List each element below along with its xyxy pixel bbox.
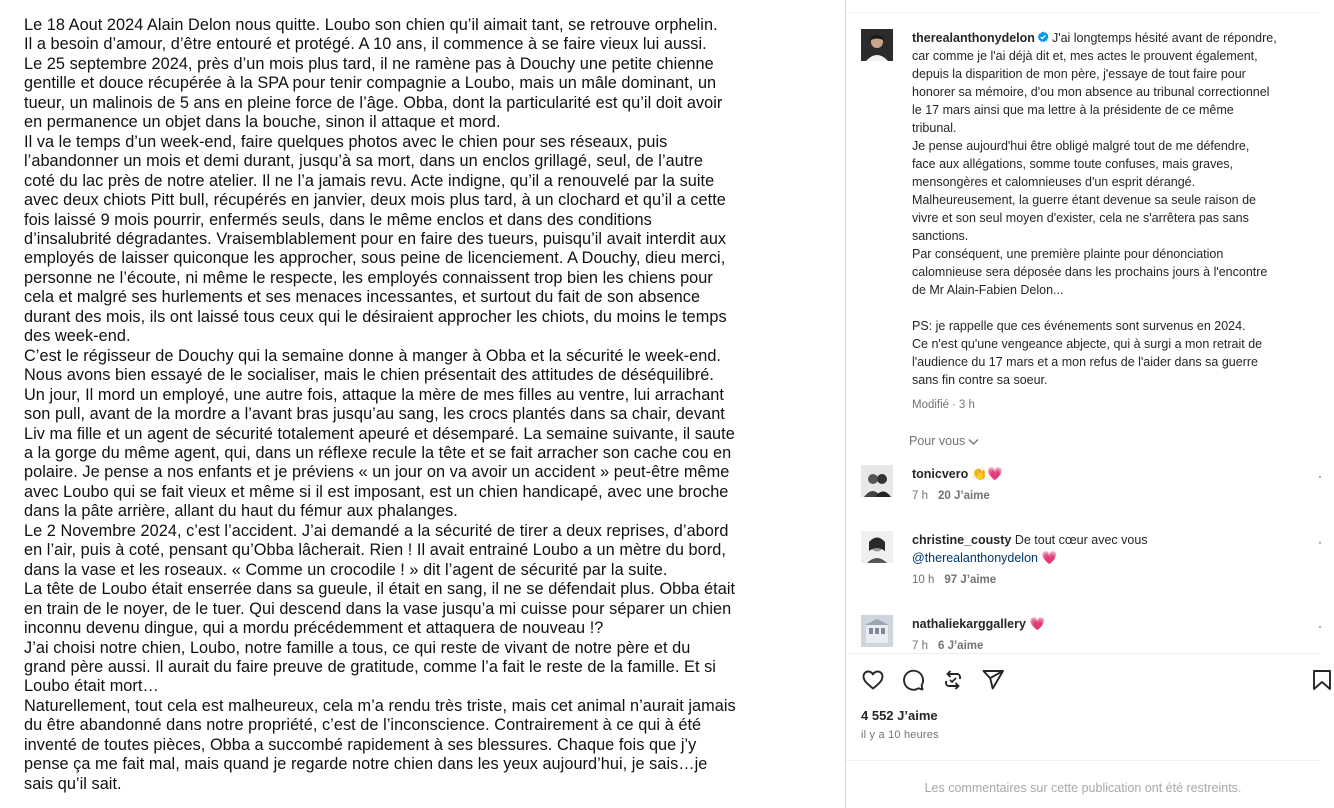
post-text-line: inventé de toutes pièces, Obba a succombé rapidement à ses blessures. Chaque fois que j’y [24,735,697,754]
post-paragraph [24,580,824,638]
repost-icon[interactable] [941,668,965,692]
divider [846,12,1320,13]
post-text-line: personne ne l’écoute, ni même le respecte, les employés connaissent trop bien les chiens pour [24,268,713,287]
comment-text: 👏💗 [971,467,1003,481]
post-text-line: avec deux chiots Pitt bull, récupérés en janvier, deux mois plus tard, à un clochard et qu’il a cette [24,191,726,210]
caption-line [912,299,1317,317]
post-text-line: Le 2 Novembre 2024, c’est l’accident. J’ai demandé a la sécurité de tirer a deux reprises, d’abord [24,521,729,540]
post-text-line: inconnu devenu dingue, qui a mordu précédemment et attaquera de nouveau !? [24,619,604,638]
caption-username[interactable]: therealanthonydelon [912,31,1035,45]
comment-text: De tout cœur avec vous [1014,533,1148,547]
comments-scroll-area[interactable] [846,600,1320,653]
post-text-line: grand père aussi. Il aurait du faire preuve de gratitude, comme l’a fait le reste de la famille. Et si [24,657,716,676]
comment-time[interactable]: 7 h [912,640,928,652]
caption-line: car comme je l'ai déjà dit et, mes actes le prouvent également, [912,49,1258,63]
comments-restricted-notice: Les commentaires sur cette publication ont été restreints. [924,781,1242,795]
caption-line: PS: je rappelle que ces événements sont survenus en 2024. [912,319,1246,333]
post-text-line: avec Loubo qui se fait vieux et même si il est imposant, est un chien handicapé, avec une broche [24,482,729,501]
post-text-line: sais qu’il sait. [24,774,122,793]
post-text-line: durant des mois, ils ont laissé tous ceux qui le désiraient approcher les chiots, du moins le temps [24,307,727,326]
post-paragraph [24,697,824,794]
post-text-line: Un jour, Il mord un employé, une autre fois, attaque la mère de mes filles au ventre, lui arrachant [24,385,724,404]
post-text-line: en l’air, puis à coté, pensant qu’Obba lâcherait. Rien ! Il avait entrainé Loubo a un mètre du bord, [24,541,726,560]
post-text-line: des week-end. [24,327,131,346]
caption-line: de Mr Alain-Fabien Delon... [912,283,1064,297]
comment-item [861,531,1322,591]
post-text-line: dans la vase et les roseaux. « Comme un crocodile ! » dit l’agent de sécurité par la suite. [24,560,668,579]
post-caption [912,29,1317,414]
chevron-down-icon [968,438,979,446]
post-text-line: du être abandonné dans notre propriété, c’est de l’inconscience. Contrairement à ce qui à été [24,716,702,735]
post-text-line: l’abandonner un mois et demi durant, jusqu’à sa mort, dans un enclos grillagé, seul, de l’autre [24,152,704,171]
post-text-line: Le 18 Aout 2024 Alain Delon nous quitte. Loubo son chien qu’il aimait tant, se retrouve orphelin. [24,16,718,34]
post-text-line: Loubo était mort… [24,677,159,696]
post-text [24,16,824,794]
meta-separator: · [952,399,956,411]
commenter-avatar[interactable] [861,465,893,497]
comment-item [861,615,1322,655]
caption-line: vivre et son seul moyen d'exister, cela ne s'arrêtera pas sans [912,211,1249,225]
edited-time[interactable]: 3 h [958,399,975,411]
comment-time[interactable]: 10 h [912,574,935,586]
post-text-line: Le 25 septembre 2024, près d’un mois plus tard, il ne ramène pas à Douchy une petite chienne [24,54,714,73]
post-text-line: polaire. Je pense a nos enfants et je préviens « un jour on va avoir un accident » peut-être même [24,463,730,482]
post-paragraph [24,347,824,522]
comment-body [912,465,1312,505]
post-time[interactable]: il y a 10 heures [861,729,939,741]
edited-label: Modifié [912,399,950,411]
caption-line: Ce n'est qu'une vengeance abjecte, qui à surgi a mon retrait de [912,337,1263,351]
more-options-icon[interactable]: · [1318,469,1322,483]
post-text-line: tueur, un malinois de 5 ans en pleine force de l’âge. Obba, dont la particularité est qu’il doit avoir [24,93,723,112]
post-text-line: son pull, avant de la mordre a l’avant bras jusqu’au sang, les crocs plantés dans sa chair, devant [24,405,725,424]
commenter-avatar[interactable] [861,615,893,647]
comment-icon[interactable] [901,668,925,692]
sort-label: Pour vous [909,434,966,448]
sort-comments-dropdown[interactable] [909,434,979,448]
caption-line: Je pense aujourd'hui être obligé malgré tout de me défendre, [912,139,1250,153]
post-paragraph [24,133,824,347]
caption-meta [912,396,1317,414]
commenter-avatar[interactable] [861,531,893,563]
post-side-panel [845,0,1322,808]
post-text-line: en train de le noyer, de le tuer. Qui descend dans la vase jusqu’a mi cuisse pour séparer un chien [24,599,732,618]
comment-username[interactable]: tonicvero [912,467,969,481]
comment-likes[interactable]: 20 J’aime [938,490,990,502]
post-text-line: C’est le régisseur de Douchy qui la semaine donne à manger à Obba et la sécurité le week-end. [24,346,721,365]
post-text-line: Il a besoin d’amour, d’être entouré et protégé. A 10 ans, il commence à se faire vieux lui aussi. [24,35,707,54]
post-text-line: dans la pâte arrière, allant du haut du fémur aux phalanges. [24,502,458,521]
comment-username[interactable]: christine_cousty [912,533,1012,547]
comment-text: 💗 [1029,617,1046,631]
comment-time[interactable]: 7 h [912,490,928,502]
post-text-line: fois laissé 9 mois pourrir, enfermés seuls, dans le même enclos et dans des conditions [24,210,652,229]
comment-username[interactable]: nathaliekarggallery [912,617,1026,631]
post-text-line: en permanence un objet dans la bouche, sinon il attaque et mord. [24,113,501,132]
caption-line: tribunal. [912,121,957,135]
caption-line: mensongères et calomnieuses d'un esprit dérangé. [912,175,1196,189]
caption-line: le 17 mars ainsi que ma lettre à la présidente de ce même [912,103,1234,117]
comment-likes[interactable]: 97 J’aime [944,574,997,586]
comment-emoji: 💗 [1041,551,1058,565]
post-text-line: employés de laisser quiconque les approcher, sous peine de licenciement. A Douchy, dieu merci, [24,249,726,268]
divider [846,653,1320,654]
post-text-line: pense ça me fait mal, mais quand je regarde notre chien dans les yeux aujourd’hui, je sais…je [24,755,708,774]
save-bookmark-icon[interactable] [1310,668,1334,692]
caption-line: sans fin contre sa soeur. [912,373,1048,387]
verified-badge-icon [1037,31,1049,43]
post-text-line: Nous avons bien essayé de le socialiser, mais le chien présentait des attitudes de déséquilibré. [24,366,714,385]
comment-likes[interactable]: 6 J’aime [938,640,984,652]
caption-line: honorer sa mémoire, d'ou mon absence au tribunal correctionnel [912,85,1270,99]
caption-line: J'ai longtemps hésité avant de répondre, [1051,31,1277,45]
caption-line: Par conséquent, une première plainte pour dénonciation [912,247,1224,261]
post-text-line: coté du lac près de notre atelier. Il ne l’a jamais revu. Acte indigne, qu’il a renouvelé par la suite [24,171,715,190]
post-text-line: J’ai choisi notre chien, Loubo, notre famille a tous, ce qui reste de vivant de notre père et du [24,638,691,657]
likes-count[interactable]: 4 552 J’aime [861,708,938,723]
post-text-line: Il va le temps d’un week-end, faire quelques photos avec le chien pour ses réseaux, puis [24,132,668,151]
more-options-icon[interactable]: · [1318,619,1322,633]
post-text-line: La tête de Loubo était enserrée dans sa gueule, il était en sang, il ne se défendait plus. Obba était [24,580,736,599]
post-text-line: a la gorge du même agent, qui, dans un réflexe recule la tête et se fait arracher son cache cou en [24,443,732,462]
post-text-line: cela et malgré ses hurlements et ses menaces incessantes, et surtout du fait de son absence [24,288,701,307]
caption-line: l'audience du 17 mars et a mon refus de l'aider dans sa guerre [912,355,1258,369]
more-options-icon[interactable]: · [1318,535,1322,549]
comment-mention-link[interactable]: @therealanthonydelon [912,551,1038,565]
post-paragraph [24,522,824,580]
share-send-icon[interactable] [981,668,1005,692]
post-paragraph [24,16,824,133]
divider [846,760,1320,761]
post-text-line: gentille et douce récupérée à la SPA pour tenir compagnie a Loubo, mais un mâle dominant, un [24,74,717,93]
like-heart-icon[interactable] [861,668,885,692]
caption-line: calomnieuse sera déposée dans les prochains jours à l'encontre [912,265,1268,279]
comment-item [861,465,1322,505]
post-text-line: Liv ma fille et un agent de sécurité totalement apeuré et désemparé. La semaine suivante, il saute [24,424,735,443]
caption-line: Malheureusement, la guerre étant devenue sa seule raison de [912,193,1256,207]
comment-body [912,615,1312,655]
comment-body [912,531,1312,589]
author-avatar[interactable] [861,29,893,61]
post-text-line: Naturellement, tout cela est malheureux, cela m’a rendu très triste, mais cet animal n’aurait jamais [24,696,736,715]
caption-line: depuis la disparition de mon père, j'essaye de tout faire pour [912,67,1246,81]
post-text-line: d’insalubrité dégradantes. Vraisemblablement pour en faire des tueurs, puisqu’il avait interdit aux [24,229,727,248]
caption-line: sanctions. [912,229,969,243]
caption-line: face aux allégations, somme toute confuses, mais graves, [912,157,1233,171]
post-paragraph [24,639,824,697]
